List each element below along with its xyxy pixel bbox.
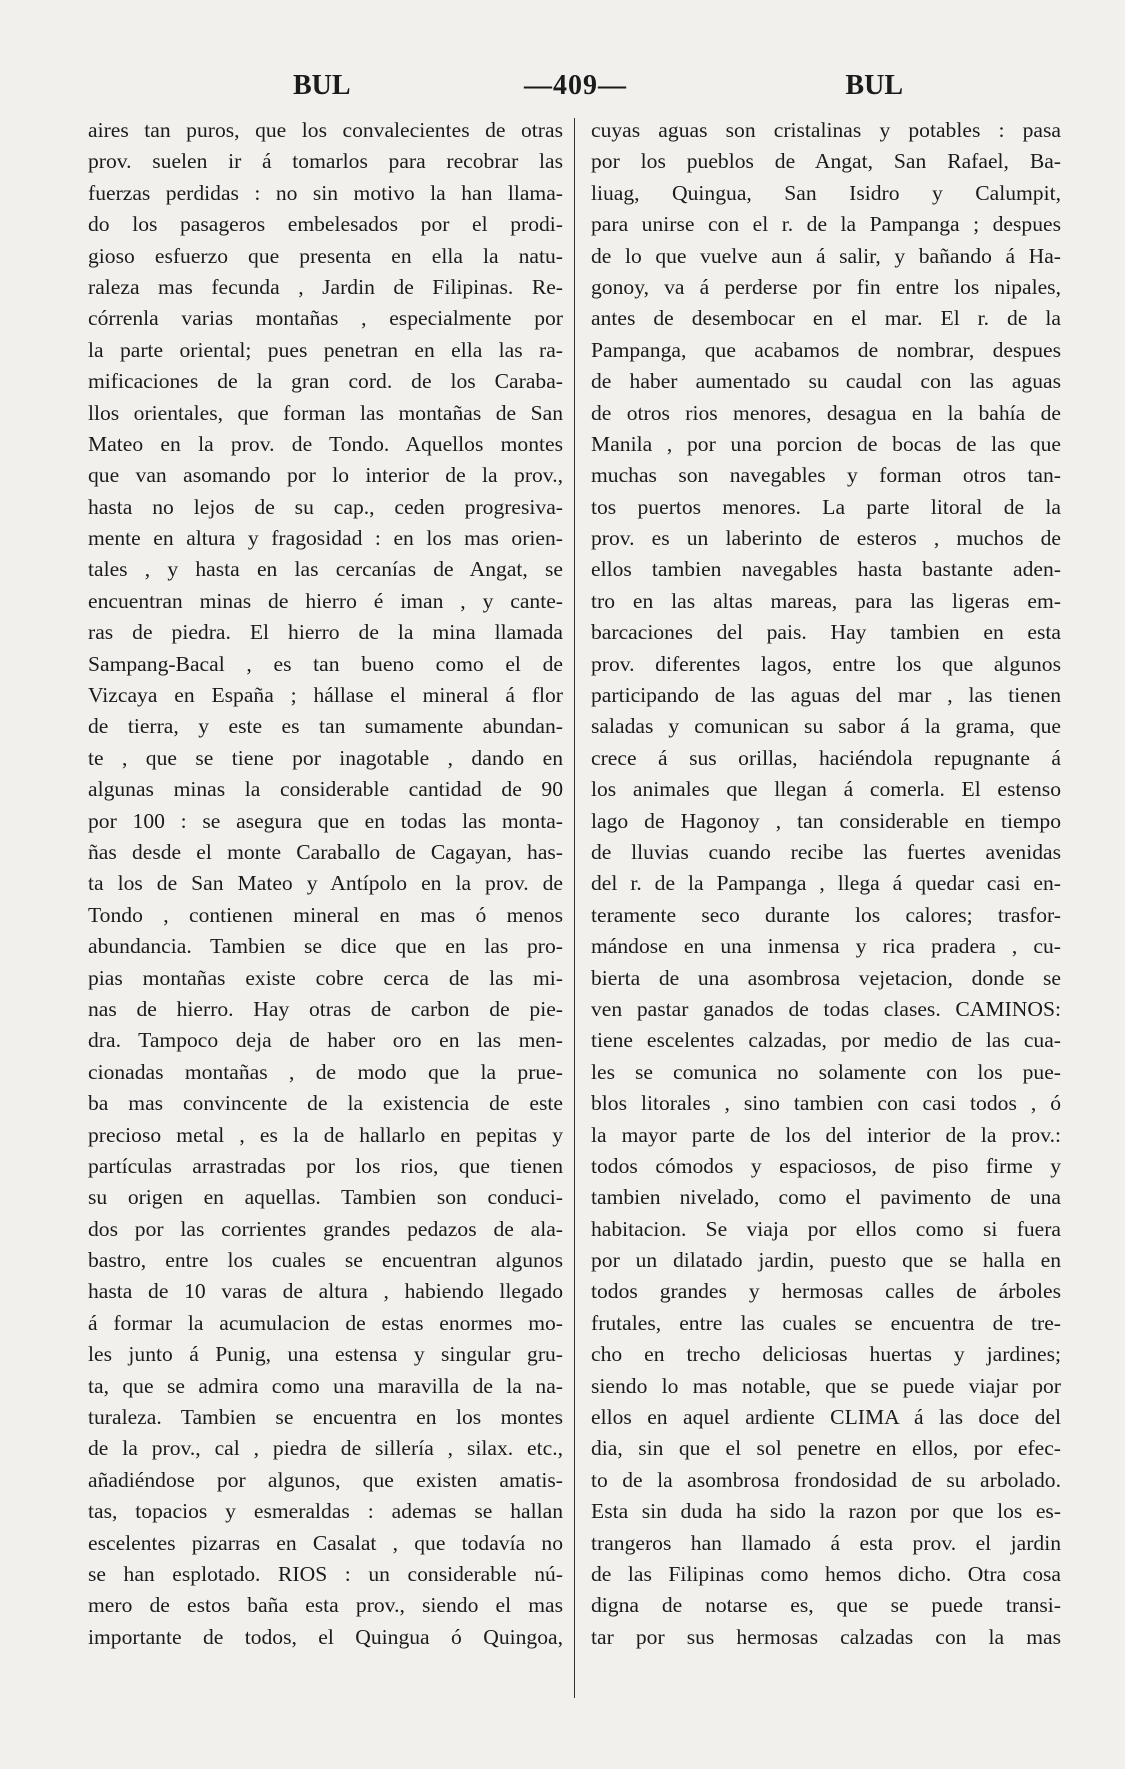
text-line: mente en altura y fragosidad : en los mas orien-	[88, 526, 563, 551]
text-line: aires tan puros, que los convalecientes de otras	[88, 118, 563, 142]
text-line: liuag, Quingua, San Isidro y Calumpit,	[591, 180, 1061, 205]
text-line: prov. es un laberinto de esteros , muchos de	[591, 526, 1061, 551]
text-line: de la prov., cal , piedra de sillería , silax. etc.,	[88, 1436, 563, 1461]
text-line: de otros rios menores, desagua en la bahía de	[591, 400, 1061, 425]
text-line: todos cómodos y espaciosos, de piso firme y	[591, 1153, 1061, 1178]
text-line: gioso esfuerzo que presenta en ella la natu-	[88, 243, 563, 268]
text-line: Vizcaya en España ; hállase el mineral á flor	[88, 683, 563, 708]
text-line: escelentes pizarras en Casalat , que todavía no	[88, 1530, 563, 1555]
text-line: prov. diferentes lagos, entre los que algunos	[591, 651, 1061, 676]
page-header	[88, 70, 1063, 110]
text-line: trangeros han llamado á esta prov. el jardin	[591, 1530, 1061, 1555]
text-line: hasta de 10 varas de altura , habiendo llegado	[88, 1279, 563, 1304]
text-line: dra. Tampoco deja de haber oro en las men-	[88, 1028, 563, 1053]
text-line: tos puertos menores. La parte litoral de la	[591, 494, 1061, 519]
text-line: habitacion. Se viaja por ellos como si fuera	[591, 1216, 1061, 1241]
text-line: barcaciones del pais. Hay tambien en esta	[591, 620, 1061, 645]
text-line: del r. de la Pampanga , llega á quedar casi en-	[591, 871, 1061, 896]
text-line: se han esplotado. RIOS : un considerable nú-	[88, 1561, 563, 1586]
text-line: cionadas montañas , de modo que la prue-	[88, 1059, 563, 1084]
text-line: añadiéndose por algunos, que existen amatis-	[88, 1467, 563, 1492]
text-line: Sampang-Bacal , es tan bueno como el de	[88, 651, 563, 676]
text-line: para unirse con el r. de la Pampanga ; despues	[591, 212, 1061, 237]
text-line: dos por las corrientes grandes pedazos de ala-	[88, 1216, 563, 1241]
text-line: bastro, entre los cuales se encuentran algunos	[88, 1248, 563, 1273]
text-line: ta, que se admira como una maravilla de la na-	[88, 1373, 563, 1398]
text-line: la parte oriental; pues penetran en ella las ra-	[88, 337, 563, 362]
text-line: blos litorales , sino tambien con casi todos , ó	[591, 1091, 1061, 1116]
text-line: dia, sin que el sol penetre en ellos, por efec-	[591, 1436, 1061, 1461]
text-line: prov. suelen ir á tomarlos para recobrar las	[88, 149, 563, 174]
text-line: Esta sin duda ha sido la razon por que los es-	[591, 1499, 1061, 1524]
text-line: su origen en aquellas. Tambien son conduci-	[88, 1185, 563, 1210]
column-divider	[574, 118, 575, 1698]
text-line: de tierra, y este es tan sumamente abundan-	[88, 714, 563, 739]
text-line: muchas son navegables y forman otros tan-	[591, 463, 1061, 488]
text-line: les se comunica no solamente con los pue-	[591, 1059, 1061, 1084]
text-line: mificaciones de la gran cord. de los Caraba-	[88, 369, 563, 394]
text-line: Tondo , contienen mineral en mas ó menos	[88, 902, 563, 927]
text-line: to de la asombrosa frondosidad de su arbolado.	[591, 1467, 1061, 1492]
text-line: que van asomando por lo interior de la prov.,	[88, 463, 563, 488]
text-line: Mateo en la prov. de Tondo. Aquellos montes	[88, 431, 563, 456]
text-line: ellos tambien navegables hasta bastante aden-	[591, 557, 1061, 582]
text-line: participando de las aguas del mar , las tienen	[591, 683, 1061, 708]
page-number: —409—	[524, 70, 627, 101]
text-line: ras de piedra. El hierro de la mina llamada	[88, 620, 563, 645]
text-line: abundancia. Tambien se dice que en las pro-	[88, 934, 563, 959]
text-line: de las Filipinas como hemos dicho. Otra cosa	[591, 1561, 1061, 1586]
text-line: partículas arrastradas por los rios, que tienen	[88, 1153, 563, 1178]
text-line: turaleza. Tambien se encuentra en los montes	[88, 1405, 563, 1430]
text-line: de haber aumentado su caudal con las aguas	[591, 369, 1061, 394]
text-line: por un dilatado jardin, puesto que se halla en	[591, 1248, 1061, 1273]
text-line: nas de hierro. Hay otras de carbon de pie-	[88, 996, 563, 1021]
text-line: de lo que vuelve aun á salir, y bañando á Ha-	[591, 243, 1061, 268]
text-line: de lluvias cuando recibe las fuertes avenidas	[591, 839, 1061, 864]
text-line: encuentran minas de hierro é iman , y cante-	[88, 588, 563, 613]
text-line: tiene escelentes calzadas, por medio de las cua-	[591, 1028, 1061, 1053]
text-line: fuerzas perdidas : no sin motivo la han llama-	[88, 180, 563, 205]
text-line: Pampanga, que acabamos de nombrar, despues	[591, 337, 1061, 362]
text-line: los animales que llegan á comerla. El estenso	[591, 777, 1061, 802]
text-line: mándose en una inmensa y rica pradera , cu-	[591, 934, 1061, 959]
text-line: tambien nivelado, como el pavimento de una	[591, 1185, 1061, 1210]
text-line: antes de desembocar en el mar. El r. de la	[591, 306, 1061, 331]
text-line: lago de Hagonoy , tan considerable en tiempo	[591, 808, 1061, 833]
text-line: frutales, entre las cuales se encuentra de tre-	[591, 1310, 1061, 1335]
text-line: hasta no lejos de su cap., ceden progresiva-	[88, 494, 563, 519]
text-line: tas, topacios y esmeraldas : ademas se hallan	[88, 1499, 563, 1524]
text-line: tro en las altas mareas, para las ligeras em-	[591, 588, 1061, 613]
right-text-column	[591, 115, 1061, 1653]
text-line: te , que se tiene por inagotable , dando en	[88, 745, 563, 770]
text-line: tales , y hasta en las cercanías de Angat, se	[88, 557, 563, 582]
header-left-entry: BUL	[293, 70, 351, 101]
text-line: por los pueblos de Angat, San Rafael, Ba-	[591, 149, 1061, 174]
text-line: mero de estos baña esta prov., siendo el mas	[88, 1593, 563, 1618]
text-line: á formar la acumulacion de estas enormes mo-	[88, 1310, 563, 1335]
text-line: ba mas convincente de la existencia de este	[88, 1091, 563, 1116]
text-line: do los pasageros embelesados por el prodi-	[88, 212, 563, 237]
header-right-entry: BUL	[845, 70, 903, 101]
left-text-column	[88, 115, 563, 1653]
text-line: siendo lo mas notable, que se puede viajar por	[591, 1373, 1061, 1398]
text-line: por 100 : se asegura que en todas las monta-	[88, 808, 563, 833]
text-line: ellos en aquel ardiente CLIMA á las doce del	[591, 1405, 1061, 1430]
text-line: teramente seco durante los calores; trasfor-	[591, 902, 1061, 927]
text-line: Manila , por una porcion de bocas de las que	[591, 431, 1061, 456]
text-line: precioso metal , es la de hallarlo en pepitas y	[88, 1122, 563, 1147]
text-line: les junto á Punig, una estensa y singular gru-	[88, 1342, 563, 1367]
text-line: raleza mas fecunda , Jardin de Filipinas. Re-	[88, 274, 563, 299]
text-line: llos orientales, que forman las montañas de San	[88, 400, 563, 425]
text-line: cho en trecho deliciosas huertas y jardines;	[591, 1342, 1061, 1367]
text-line: todos grandes y hermosas calles de árboles	[591, 1279, 1061, 1304]
text-line: ven pastar ganados de todas clases. CAMINOS:	[591, 996, 1061, 1021]
text-line: córrenla varias montañas , especialmente por	[88, 306, 563, 331]
text-line: crece á sus orillas, haciéndola repugnante á	[591, 745, 1061, 770]
text-line: cuyas aguas son cristalinas y potables : pasa	[591, 118, 1061, 142]
text-line: saladas y comunican su sabor á la grama, que	[591, 714, 1061, 739]
text-line: ta los de San Mateo y Antípolo en la prov. de	[88, 871, 563, 896]
text-line: ñas desde el monte Caraballo de Cagayan, has-	[88, 839, 563, 864]
text-line: algunas minas la considerable cantidad de 90	[88, 777, 563, 802]
text-line: importante de todos, el Quingua ó Quingoa,	[88, 1624, 563, 1649]
text-line: tar por sus hermosas calzadas con la mas	[591, 1624, 1061, 1649]
text-line: la mayor parte de los del interior de la prov.:	[591, 1122, 1061, 1147]
text-line: pias montañas existe cobre cerca de las mi-	[88, 965, 563, 990]
text-line: bierta de una asombrosa vejetacion, donde se	[591, 965, 1061, 990]
text-line: digna de notarse es, que se puede transi-	[591, 1593, 1061, 1618]
text-line: gonoy, va á perderse por fin entre los nipales,	[591, 274, 1061, 299]
